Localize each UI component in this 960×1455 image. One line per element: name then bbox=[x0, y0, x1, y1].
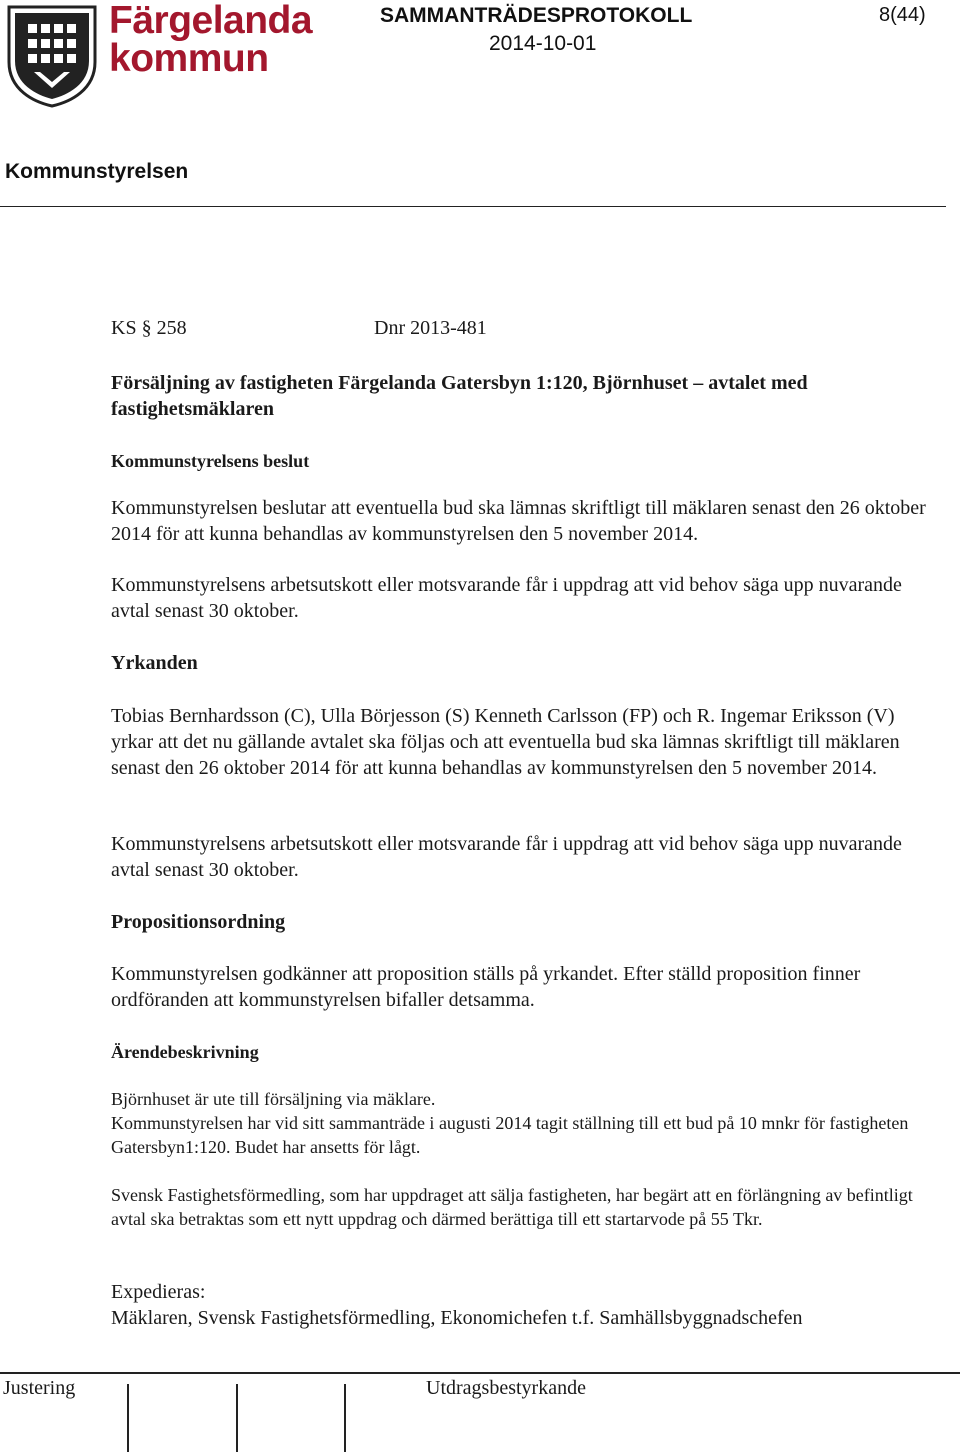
arende-paragraph-2: Kommunstyrelsen har vid sitt sammanträde i augusti 2014 tagit ställning till ett bud på 10 mnkr för fastigheten Gatersbyn1:120. Budet har ansetts för lågt. bbox=[111, 1113, 909, 1157]
heading-propositionsordning: Propositionsordning bbox=[111, 911, 286, 933]
yrkanden-paragraph-2: Kommunstyrelsens arbetsutskott eller motsvarande får i uppdrag att vid behov säga upp nuvarande avtal senast 30 oktober. bbox=[111, 833, 902, 881]
case-title: Försäljning av fastigheten Färgelanda Gatersbyn 1:120, Björnhuset – avtalet med fastighetsmäklaren bbox=[111, 372, 808, 420]
expedieras-label: Expedieras: bbox=[111, 1281, 206, 1303]
arende-paragraph-1: Björnhuset är ute till försäljning via mäklare. bbox=[111, 1089, 436, 1109]
footer-divider bbox=[0, 1372, 960, 1374]
beslut-paragraph-1: Kommunstyrelsen beslutar att eventuella bud ska lämnas skriftligt till mäklaren senast den 26 oktober 2014 för att kunna behandlas av kommunstyrelsen den 5 november 2014. bbox=[111, 497, 926, 545]
brand-line-2: kommun bbox=[109, 37, 269, 80]
expedieras-recipients: Mäklaren, Svensk Fastighetsförmedling, Ekonomichefen t.f. Samhällsbyggnadschefen bbox=[111, 1307, 803, 1329]
meeting-date: 2014-10-01 bbox=[489, 32, 597, 55]
diary-number: Dnr 2013-481 bbox=[374, 317, 487, 339]
beslut-paragraph-2: Kommunstyrelsens arbetsutskott eller motsvarande får i uppdrag att vid behov säga upp nuvarande avtal senast 30 oktober. bbox=[111, 574, 902, 622]
heading-yrkanden: Yrkanden bbox=[111, 652, 198, 674]
organ-name: Kommunstyrelsen bbox=[5, 160, 189, 183]
municipality-brand bbox=[109, 2, 312, 78]
heading-beslut: Kommunstyrelsens beslut bbox=[111, 451, 310, 471]
signature-box-divider bbox=[344, 1384, 346, 1452]
header-divider bbox=[0, 206, 946, 207]
yrkanden-paragraph-1: Tobias Bernhardsson (C), Ulla Börjesson (S) Kenneth Carlsson (FP) och R. Ingemar Eriksson (V) yrkar att det nu gällande avtalet ska följas och att eventuella bud ska lämnas skriftligt till mäklaren senast den 26 oktober 2014 för att kunna behandlas av kommunstyrelsen den 5 november 2014. bbox=[111, 705, 900, 779]
signature-box-divider bbox=[236, 1384, 238, 1452]
heading-arendebeskrivning: Ärendebeskrivning bbox=[111, 1042, 259, 1062]
prop-paragraph: Kommunstyrelsen godkänner att proposition ställs på yrkandet. Efter ställd proposition finner ordföranden att kommunstyrelsen bifaller detsamma. bbox=[111, 963, 861, 1011]
brand-line-1: Färgelanda bbox=[109, 0, 313, 42]
arende-paragraph-3: Svensk Fastighetsförmedling, som har uppdraget att sälja fastigheten, har begärt att en förlängning av befintligt avtal ska betraktas som ett nytt uppdrag och därmed berättiga till ett startarvode på 55 Tkr. bbox=[111, 1185, 913, 1229]
case-number: KS § 258 bbox=[111, 317, 187, 339]
justering-label: Justering bbox=[3, 1377, 76, 1399]
municipal-coat-of-arms bbox=[6, 4, 98, 108]
document-type: SAMMANTRÄDESPROTOKOLL bbox=[380, 4, 693, 27]
signature-box-divider bbox=[127, 1384, 129, 1452]
page-number: 8(44) bbox=[879, 4, 926, 26]
utdragsbestyrkande-label: Utdragsbestyrkande bbox=[426, 1377, 586, 1399]
